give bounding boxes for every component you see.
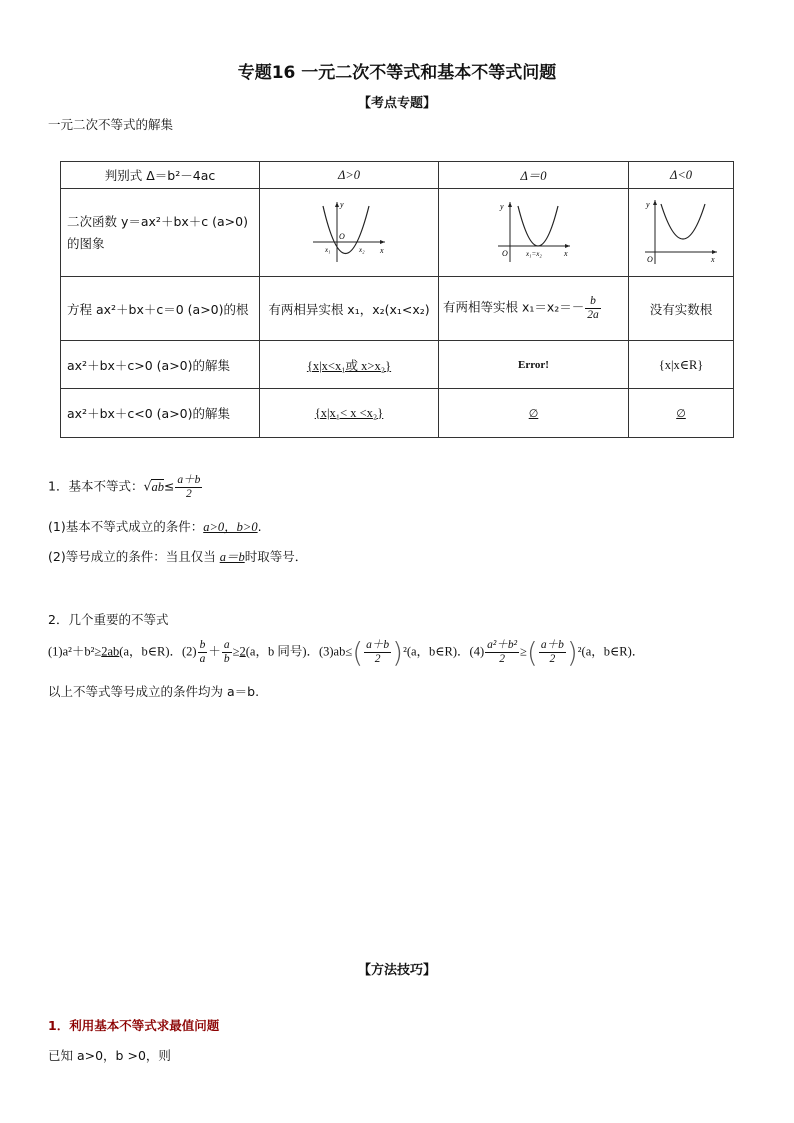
graph1-x1-label: x₁ [325, 246, 331, 254]
method-1-text: 已知 a>0，b >0，则 [48, 1048, 171, 1063]
ineq-2-d2: b [223, 653, 230, 665]
graph2-y-label: y [499, 202, 504, 211]
greater-set-error: Error! [439, 341, 629, 389]
ineq-4-frac-left [485, 639, 519, 665]
condition-1-label: (1)基本不等式成立的条件： [48, 519, 204, 534]
ineq-2-frac-b-over-a [198, 639, 208, 665]
ineq-3-den: 2 [374, 653, 381, 665]
ineq-2-frac-a-over-b [222, 639, 232, 665]
table-header-row [61, 162, 734, 189]
ineq-3-frac [364, 639, 391, 665]
basic-leq: ≤ [163, 478, 175, 494]
ineq-3-num: a＋b [366, 639, 390, 652]
table-row-less [61, 389, 734, 438]
ineq-2-tail: (a，b 同号)．(3)ab≤ [245, 644, 353, 659]
equality-summary: 以上不等式等号成立的条件均为 a＝b. [48, 684, 260, 699]
important-inequalities-line: (1)a²＋b²≥2ab(a，b∈R)．(2) $\frac{b}{a}$ ＋ $\frac{a}{b}$ ≥2(a，b 同号)．(3)ab≤( $\frac{a+b}{2}$ )²(a，b∈R)．(4) $\frac{\text{a²＋b²}}{2}$ ≥( $\frac{a+b}{2}$ )²(a，b∈R)． [48, 636, 645, 669]
ineq-2-n1: b [199, 639, 206, 652]
row-label-graph-line2: 的图象 [67, 235, 105, 251]
method-1-heading: 1．利用基本不等式求最值问题 [48, 1018, 220, 1033]
ineq-2-value: 2 [239, 644, 246, 659]
parabola-one-root-graph [494, 196, 574, 266]
intro-text: 一元二次不等式的解集 [48, 117, 174, 132]
less-set-empty-2: ∅ [629, 389, 734, 438]
roots-two-distinct: 有两相异实根 x₁，x₂(x₁<x₂) [260, 277, 439, 341]
less-set-empty-1: ∅ [439, 389, 629, 438]
ineq-4-den: 2 [499, 653, 505, 665]
parabola-no-root-graph [641, 196, 721, 266]
basic-inequality-heading: 1．基本不等式： [48, 478, 144, 494]
graph-one-root [439, 189, 629, 277]
ineq-4-tail: ²(a，b∈R)． [577, 644, 645, 659]
graph3-x-label: x [711, 255, 715, 264]
graph-two-roots [260, 189, 439, 277]
header-delta-positive: Δ>0 [260, 162, 439, 189]
graph3-y-label: y [646, 200, 650, 209]
header-delta-zero: Δ＝0 [439, 162, 629, 189]
ineq-2-plus: ＋ [208, 644, 221, 659]
row-label-graph-line1: 二次函数 y＝ax²＋bx＋c (a>0) [67, 213, 248, 229]
table-row-greater [61, 341, 734, 389]
ineq-4-num: a²＋b² [487, 639, 518, 652]
basic-sqrt-ab: ab [151, 479, 164, 494]
condition-2-label: (2)等号成立的条件：当且仅当 [48, 549, 220, 564]
section-heading-key-points: 【考点专题】 [357, 96, 436, 111]
graph2-x12-label: x₁=x₂ [525, 250, 542, 258]
graph2-x-label: x [563, 249, 568, 258]
header-discriminant: 判别式 Δ＝b²－4ac [61, 162, 260, 189]
ineq-2-d1: a [199, 653, 206, 665]
table-row-graph [61, 189, 734, 277]
row-label-graph [61, 189, 260, 277]
ineq-4-frac-right [539, 639, 566, 665]
graph1-x-label: x [380, 246, 384, 255]
section-heading-methods: 【方法技巧】 [357, 963, 436, 978]
ineq-1-text: (1)a²＋b²≥ [48, 644, 102, 659]
ineq-2-geq: ≥ [232, 644, 240, 659]
roots-fraction [585, 295, 601, 321]
roots-fraction-num: b [585, 295, 601, 309]
graph1-origin-label: O [339, 232, 345, 241]
condition-2-end: 时取等号． [244, 549, 308, 564]
condition-2 [48, 547, 307, 565]
condition-2-value: a＝b [219, 550, 245, 564]
basic-inequality-line: 1．基本不等式：√ab≤ $\frac{a+b}{2}$ [48, 474, 201, 500]
ineq-4-num2: a＋b [540, 639, 564, 652]
row-label-roots: 方程 ax²＋bx＋c＝0 (a>0)的根 [61, 277, 260, 341]
greater-set-two-roots: {x|x<x₁或 x>x₂} [260, 341, 439, 389]
graph-no-root [629, 189, 734, 277]
roots-two-equal [439, 277, 629, 341]
basic-fraction-den: 2 [186, 487, 192, 500]
header-delta-negative: Δ<0 [629, 162, 734, 189]
roots-none: 没有实数根 [629, 277, 734, 341]
roots-two-equal-text: 有两相等实根 x₁＝x₂＝－ [443, 300, 585, 315]
less-set-two-roots: {x|x₁< x <x₂} [260, 389, 439, 438]
condition-1 [48, 517, 262, 535]
condition-1-end: . [257, 519, 262, 534]
page-title: 专题16 一元二次不等式和基本不等式问题 [237, 63, 557, 83]
parabola-two-roots-graph [309, 196, 389, 266]
graph1-y-label: y [340, 200, 344, 209]
ineq-4-den2: 2 [549, 653, 556, 665]
solution-set-table [60, 161, 734, 438]
graph3-origin-label: O [647, 255, 653, 264]
graph1-x2-label: x₂ [359, 246, 365, 254]
ineq-3-tail: ²(a，b∈R)．(4) [403, 644, 485, 659]
ineq-1-value: 2ab [101, 644, 120, 659]
roots-fraction-den: 2a [587, 309, 599, 321]
ineq-2-n2: a [223, 639, 230, 652]
ineq-4-geq: ≥ [520, 644, 527, 659]
row-label-greater: ax²＋bx＋c>0 (a>0)的解集 [61, 341, 260, 389]
table-row-roots [61, 277, 734, 341]
condition-1-value: a>0，b>0 [203, 520, 258, 534]
row-label-less: ax²＋bx＋c<0 (a>0)的解集 [61, 389, 260, 438]
basic-fraction-num: a＋b [177, 474, 201, 486]
basic-fraction [175, 474, 202, 500]
graph2-origin-label: O [501, 249, 508, 258]
greater-set-all-reals: {x|x∈R} [629, 341, 734, 389]
important-inequalities-heading: 2．几个重要的不等式 [48, 612, 169, 627]
ineq-1-tail: (a，b∈R)．(2) [119, 644, 197, 659]
